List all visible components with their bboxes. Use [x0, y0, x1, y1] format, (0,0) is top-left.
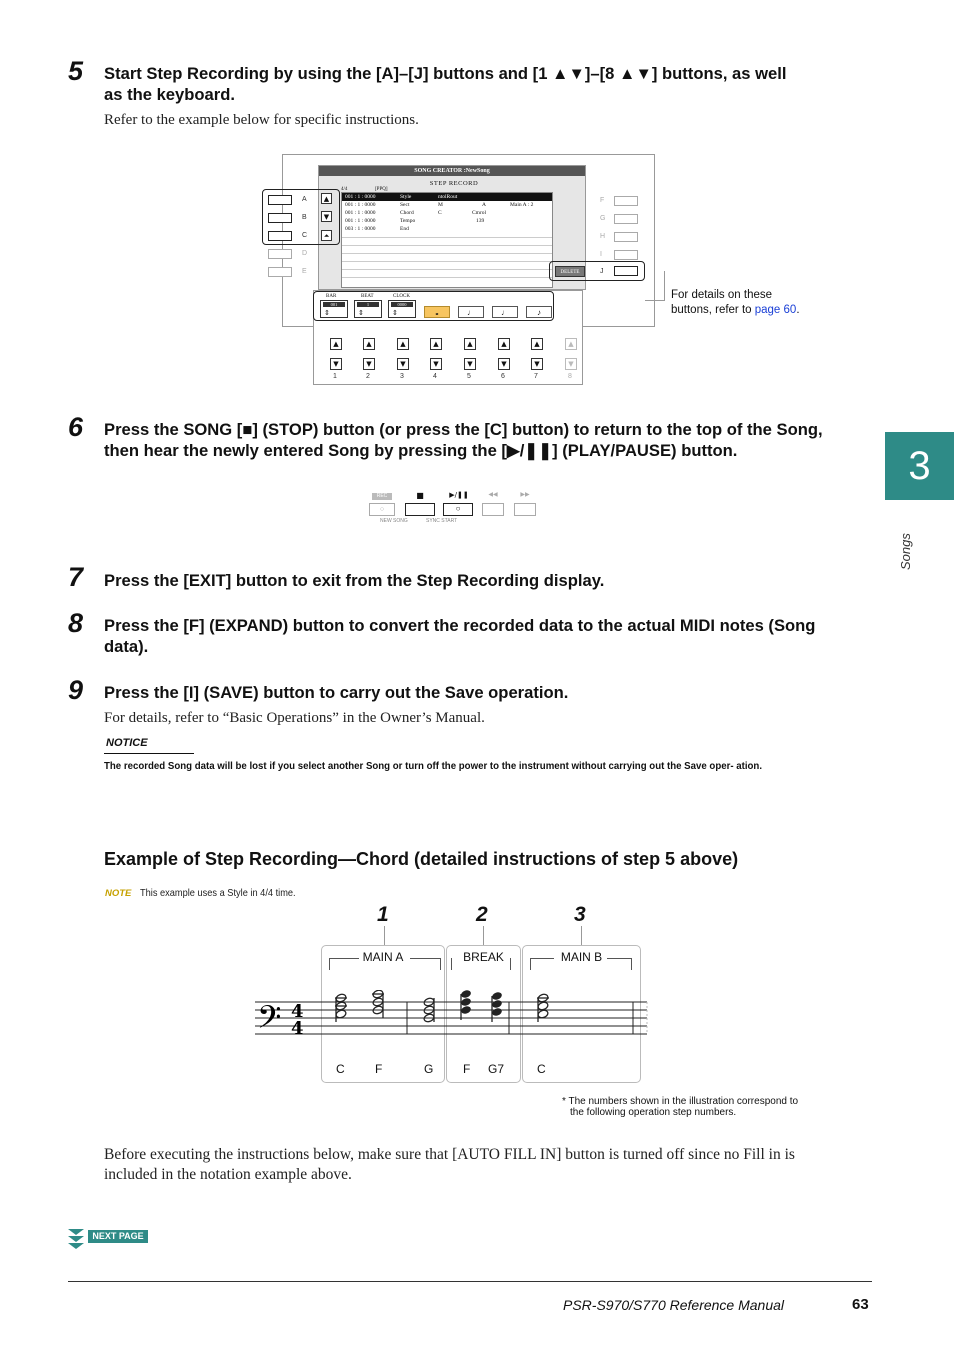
number-5-down-button[interactable]: ▼ — [464, 358, 476, 370]
clock-label: CLOCK — [393, 294, 410, 299]
play-pause-button[interactable]: ○ — [443, 503, 473, 516]
bracket — [607, 958, 631, 959]
footer-manual-title: PSR-S970/S770 Reference Manual — [563, 1297, 785, 1313]
e-button[interactable] — [268, 267, 292, 277]
number-2-up-button[interactable]: ▲ — [363, 338, 375, 350]
number-2-down-button[interactable]: ▼ — [363, 358, 375, 370]
number-5-up-button[interactable]: ▲ — [464, 338, 476, 350]
number-1-label: 1 — [333, 373, 337, 380]
rewind-icon: ◀◀ — [488, 491, 498, 498]
note-half-button[interactable]: ♩ — [458, 306, 484, 318]
step-5-body: Refer to the example below for specific instructions. — [104, 112, 419, 128]
a-button[interactable] — [268, 195, 292, 205]
event-cell: A — [482, 202, 486, 208]
number-7-label: 7 — [534, 373, 538, 380]
section-label-break: BREAK — [463, 950, 504, 964]
example-note-label: NOTE — [105, 888, 132, 899]
h-button[interactable] — [614, 232, 638, 242]
chapter-label: Songs — [898, 533, 913, 570]
d-button[interactable] — [268, 249, 292, 259]
number-8-up-button[interactable]: ▲ — [565, 338, 577, 350]
svg-text:4: 4 — [291, 1018, 304, 1039]
a-label: A — [302, 196, 307, 203]
chord-g7: G7 — [488, 1062, 505, 1076]
new-song-label: NEW SONG — [380, 518, 408, 524]
closing-paragraph: Before executing the instructions below, make sure that [AUTO FILL IN] button is turned off since no Fill in is included in the notation example above. — [104, 1146, 795, 1183]
beat-stepper-icon: ⇕ — [358, 309, 364, 317]
number-5-label: 5 — [467, 373, 471, 380]
bracket — [440, 958, 441, 970]
number-6-up-button[interactable]: ▲ — [498, 338, 510, 350]
event-cell: Style — [400, 194, 412, 200]
chord-c-2: C — [537, 1062, 546, 1076]
footer-rule — [68, 1281, 872, 1282]
number-4-up-button[interactable]: ▲ — [430, 338, 442, 350]
bar-value: 001 — [323, 302, 345, 307]
bracket — [329, 958, 330, 970]
number-7-down-button[interactable]: ▼ — [531, 358, 543, 370]
step-5-number: 5 — [68, 56, 84, 86]
bracket — [410, 958, 440, 959]
fast-forward-button[interactable] — [514, 503, 536, 516]
h-label: H — [600, 233, 606, 240]
number-2-label: 2 — [366, 373, 370, 380]
lcd-scroll-down-icon[interactable]: ▼ — [321, 211, 332, 222]
clock-stepper-icon: ⇕ — [392, 309, 398, 317]
number-1-down-button[interactable]: ▼ — [330, 358, 342, 370]
callout-period: . — [796, 303, 800, 316]
note-eighth-button[interactable]: ♪ — [526, 306, 552, 318]
example-step-2: 2 — [476, 903, 488, 926]
lcd-scroll-up-icon[interactable]: ▲ — [321, 193, 332, 204]
c-label: C — [302, 232, 308, 239]
b-label: B — [302, 214, 307, 221]
lcd-scroll-top-icon[interactable]: ⏶ — [321, 230, 332, 241]
event-cell: M — [438, 202, 443, 208]
step-6-number: 6 — [68, 412, 84, 442]
lcd-event-list — [341, 192, 553, 288]
number-3-label: 3 — [400, 373, 404, 380]
rec-label: REC — [372, 493, 392, 500]
number-7-up-button[interactable]: ▲ — [531, 338, 543, 350]
beat-value: 1 — [357, 302, 379, 307]
event-row-1[interactable]: 001 : 1 : 0000 — [345, 194, 376, 200]
chord-g: G — [424, 1062, 434, 1076]
bar-label: BAR — [326, 294, 337, 299]
i-label: I — [600, 251, 602, 258]
event-cell: ntolRout — [438, 194, 458, 200]
j-label: J — [600, 268, 604, 275]
stop-icon: ■ — [416, 491, 424, 500]
number-4-label: 4 — [433, 373, 437, 380]
g-button[interactable] — [614, 214, 638, 224]
e-label: E — [302, 268, 307, 275]
lcd-col-header-1: 4/4 — [341, 187, 348, 192]
event-row-4[interactable]: 001 : 1 : 0000 — [345, 218, 376, 224]
connector — [483, 926, 484, 945]
delete-softkey[interactable]: DELETE — [555, 266, 585, 277]
bracket — [329, 958, 359, 959]
notice-rule — [104, 753, 194, 754]
example-note-text: This example uses a Style in 4/4 time. — [140, 887, 296, 899]
notice-text: The recorded Song data will be lost if you select another Song or turn off the power to the instrument without carrying out the Save oper- ation. — [104, 760, 763, 772]
event-cell: Chord — [400, 210, 414, 216]
event-cell: Cmrol — [472, 210, 487, 216]
step-6-heading: Press the SONG [■] (STOP) button (or press the [C] button) to return to the top of the Song, then hear the newly entered Song by pressing the [▶/❚❚] (PLAY/PAUSE) button. — [104, 420, 823, 460]
event-cell: Main A : 2 — [510, 202, 534, 208]
step-8-number: 8 — [68, 608, 84, 638]
step-9-heading: Press the [I] (SAVE) button to carry out the Save operation. — [104, 683, 569, 702]
connector — [384, 926, 385, 945]
stop-button[interactable] — [405, 503, 435, 516]
music-staff — [255, 990, 655, 1050]
play-pause-icon: ▶/❚❚ — [449, 491, 469, 499]
connector — [581, 926, 582, 945]
number-6-down-button[interactable]: ▼ — [498, 358, 510, 370]
next-page-link[interactable]: NEXT PAGE — [88, 1230, 148, 1243]
callout-text — [671, 288, 801, 317]
lcd-subtitle: STEP RECORD — [429, 180, 479, 187]
step-7-number: 7 — [68, 562, 84, 592]
step-5-heading: Start Step Recording by using the [A]–[J] buttons and [1 ▲▼]–[8 ▲▼] buttons, as well as the keyboard. — [104, 64, 787, 104]
chapter-number: 3 — [908, 444, 931, 488]
event-row-5[interactable]: 003 : 1 : 0000 — [345, 226, 376, 232]
sync-start-label: SYNC START — [426, 518, 458, 524]
step-9-body: For details, refer to “Basic Operations” in the Owner’s Manual. — [104, 710, 485, 726]
number-1-up-button[interactable]: ▲ — [330, 338, 342, 350]
event-cell: C — [438, 210, 442, 216]
lcd-title: SONG CREATOR :NewSong — [319, 166, 585, 176]
bracket — [510, 958, 511, 970]
rec-button[interactable]: ○ — [369, 503, 395, 516]
b-button[interactable] — [268, 213, 292, 223]
f-button[interactable] — [614, 196, 638, 206]
rewind-button[interactable] — [482, 503, 504, 516]
number-8-label: 8 — [568, 373, 572, 380]
number-3-up-button[interactable]: ▲ — [397, 338, 409, 350]
bar-stepper-icon: ⇕ — [324, 309, 330, 317]
section-label-main-a: MAIN A — [362, 950, 404, 964]
footer-page-number: 63 — [852, 1296, 869, 1313]
event-row-3[interactable]: 001 : 1 : 0000 — [345, 210, 376, 216]
d-label: D — [302, 250, 308, 257]
example-heading: Example of Step Recording—Chord (detailed instructions of step 5 above) — [104, 849, 739, 869]
bracket — [451, 958, 452, 970]
chord-c-1: C — [336, 1062, 345, 1076]
step-9-number: 9 — [68, 675, 84, 705]
note-quarter-button[interactable]: ♩ — [492, 306, 518, 318]
callout-page-link[interactable]: page 60 — [754, 303, 797, 316]
number-6-label: 6 — [501, 373, 505, 380]
lcd-col-header-2: [PPQ] — [375, 187, 388, 192]
bracket — [530, 958, 554, 959]
number-4-down-button[interactable]: ▼ — [430, 358, 442, 370]
example-step-1: 1 — [377, 903, 389, 926]
number-3-down-button[interactable]: ▼ — [397, 358, 409, 370]
step-8-heading: Press the [F] (EXPAND) button to convert the recorded data to the actual MIDI notes (Song data). — [104, 616, 816, 656]
footnote-line-2: the following operation step numbers. — [570, 1107, 737, 1118]
bracket — [530, 958, 531, 970]
chord-f-1: F — [375, 1062, 383, 1076]
chord-f-2: F — [463, 1062, 471, 1076]
bass-clef-icon: 𝄢 — [257, 999, 282, 1043]
event-cell: Tempo — [400, 218, 416, 224]
j-button[interactable] — [614, 266, 638, 276]
number-8-down-button[interactable]: ▼ — [565, 358, 577, 370]
callout-text-main: For details on these buttons, refer to — [671, 289, 773, 316]
footnote-line-1: * The numbers shown in the illustration correspond to — [562, 1096, 799, 1107]
beat-label: BEAT — [361, 294, 374, 299]
callout-line — [645, 271, 665, 301]
fast-forward-icon: ▶▶ — [520, 491, 530, 498]
step-7-heading: Press the [EXIT] button to exit from the Step Recording display. — [104, 571, 605, 590]
g-label: G — [600, 215, 606, 222]
bracket — [631, 958, 632, 970]
example-step-3: 3 — [574, 903, 586, 926]
event-cell: 139 — [476, 218, 485, 224]
c-button[interactable] — [268, 231, 292, 241]
lcd-screen — [318, 165, 586, 299]
number-buttons-highlight — [313, 291, 554, 321]
next-page-arrow-icon — [68, 1229, 84, 1249]
clock-value: 0000 — [391, 302, 413, 307]
notice-label: NOTICE — [106, 737, 148, 749]
svg-text:4: 4 — [291, 1001, 304, 1022]
f-label: F — [600, 197, 605, 204]
event-cell: Sect — [400, 202, 410, 208]
note-whole-button[interactable]: 𝅝 — [424, 306, 450, 318]
event-cell: End — [400, 226, 409, 232]
i-button[interactable] — [614, 250, 638, 260]
event-row-2[interactable]: 001 : 1 : 0000 — [345, 202, 376, 208]
section-label-main-b: MAIN B — [560, 950, 603, 964]
chapter-tab — [885, 432, 954, 500]
